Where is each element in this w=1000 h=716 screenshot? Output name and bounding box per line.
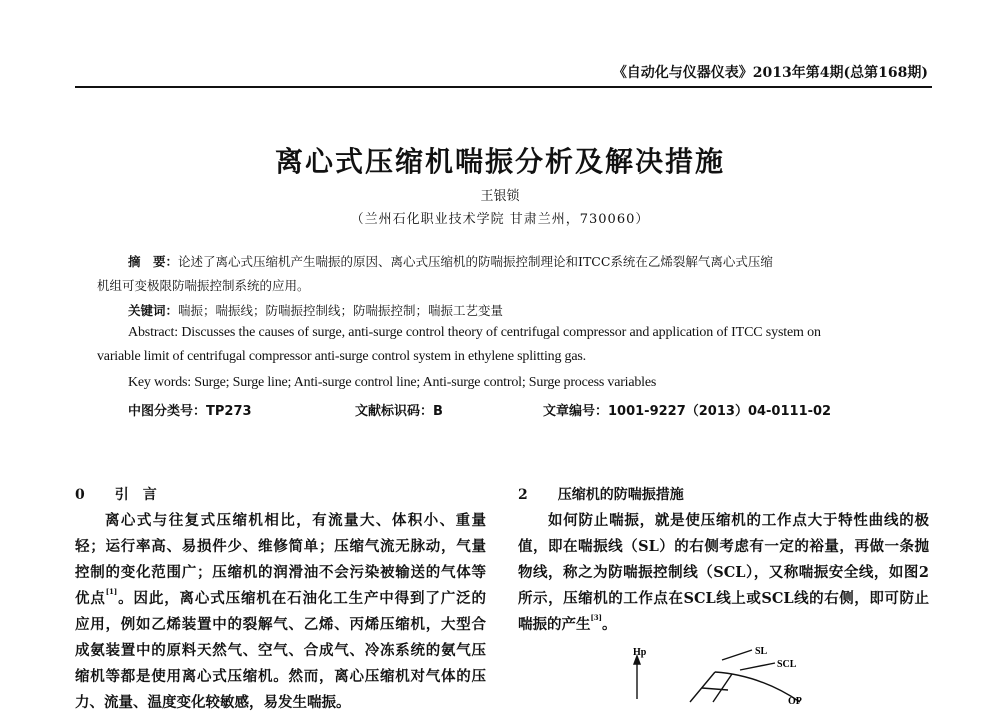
keywords-cn	[128, 301, 503, 319]
body-line: 所示，压缩机的工作点在SCL线上或SCL线的右侧，即可防止	[518, 590, 929, 607]
body-line: 控制的变化范围广；压缩机的润滑油不会污染被输送的气体等	[75, 564, 486, 581]
surge-line	[690, 672, 715, 702]
body-line: 值，即在喘振线（SL）的右侧考虑有一定的裕量，再做一条抛	[518, 538, 929, 555]
affiliation: （兰州石化职业技术学院 甘肃兰州，730060）	[350, 212, 650, 227]
abstract-en-line1: Abstract: Discusses the causes of surge, anti-surge control theory of centrifugal compressor and application of ITCC system on	[128, 325, 821, 340]
scl-label: SCL	[777, 659, 797, 670]
scl-pointer	[740, 663, 775, 670]
keywords-en: Key words: Surge; Surge line; Anti-surge control line; Anti-surge control; Surge process variables	[128, 375, 657, 390]
body-line: 应用，例如乙烯装置中的裂解气、乙烯、丙烯压缩机，大型合	[75, 616, 486, 633]
abstract-cn-line1	[128, 252, 773, 270]
abstract-cn-line2: 机组可变极限防喘振控制系统的应用。	[97, 278, 310, 293]
paper-title: 离心式压缩机喘振分析及解决措施	[274, 145, 725, 178]
sl-label: SL	[755, 646, 768, 657]
keywords-label: 关键词：	[128, 303, 179, 318]
section-0-heading	[75, 482, 486, 508]
section-title: 引 言	[114, 487, 157, 503]
body-line: 离心式与往复式压缩机相比，有流量大、体积小、重量	[105, 512, 486, 529]
abstract-label: 摘 要：	[128, 254, 179, 269]
right-column	[518, 482, 929, 638]
section-number: 2	[518, 487, 528, 503]
clc-number: 中图分类号：TP273	[128, 404, 252, 419]
keywords-cn-text: 喘振；喘振线；防喘振控制线；防喘振控制；喘振工艺变量	[178, 303, 504, 318]
author: 王银锁	[480, 189, 520, 204]
journal-header: 《自动化与仪器仪表》2013年第4期(总第168期)	[612, 65, 928, 81]
abstract-cn-text: 论述了离心式压缩机产生喘振的原因、离心式压缩机的防喘振控制理论和ITCC系统在乙烯裂解气离心式压缩	[178, 254, 773, 269]
body-line: 喘振的产生[3]。	[518, 613, 617, 633]
body-line: 优点[1]。因此，离心式压缩机在石油化工生产中得到了广泛的	[75, 587, 487, 607]
body-line: 力、流量、温度变化较敏感，易发生喘振。	[75, 694, 351, 711]
surge-figure	[600, 630, 860, 707]
article-number: 文章编号：1001-9227（2013）04-0111-02	[543, 404, 832, 419]
sl-pointer	[722, 650, 752, 660]
header-rule	[75, 86, 932, 88]
grid-line	[702, 688, 728, 690]
op-label: OP	[788, 696, 802, 707]
body-line: 物线，称之为防喘振控制线（SCL），又称喘振安全线，如图2	[518, 564, 929, 581]
body-line: 如何防止喘振，就是使压缩机的工作点大于特性曲线的极	[548, 512, 929, 529]
surge-control-line	[713, 674, 732, 702]
section-title: 压缩机的防喘振措施	[557, 487, 684, 503]
body-line: 轻；运行率高、易损件少、维修简单；压缩气流无脉动，气量	[75, 538, 486, 555]
body-line: 成氨装置中的原料天然气、空气、合成气、冷冻系统的氨气压	[75, 642, 486, 659]
y-axis-label: Hp	[633, 647, 647, 658]
abstract-en-line2: variable limit of centrifugal compressor anti-surge control system in ethylene splitting gas.	[97, 349, 586, 364]
document-code: 文献标识码：B	[355, 404, 443, 419]
section-2-heading	[518, 482, 929, 508]
section-number: 0	[75, 487, 85, 503]
left-column	[75, 482, 486, 716]
body-line: 缩机等都是使用离心式压缩机。然而，离心压缩机对气体的压	[75, 668, 486, 685]
